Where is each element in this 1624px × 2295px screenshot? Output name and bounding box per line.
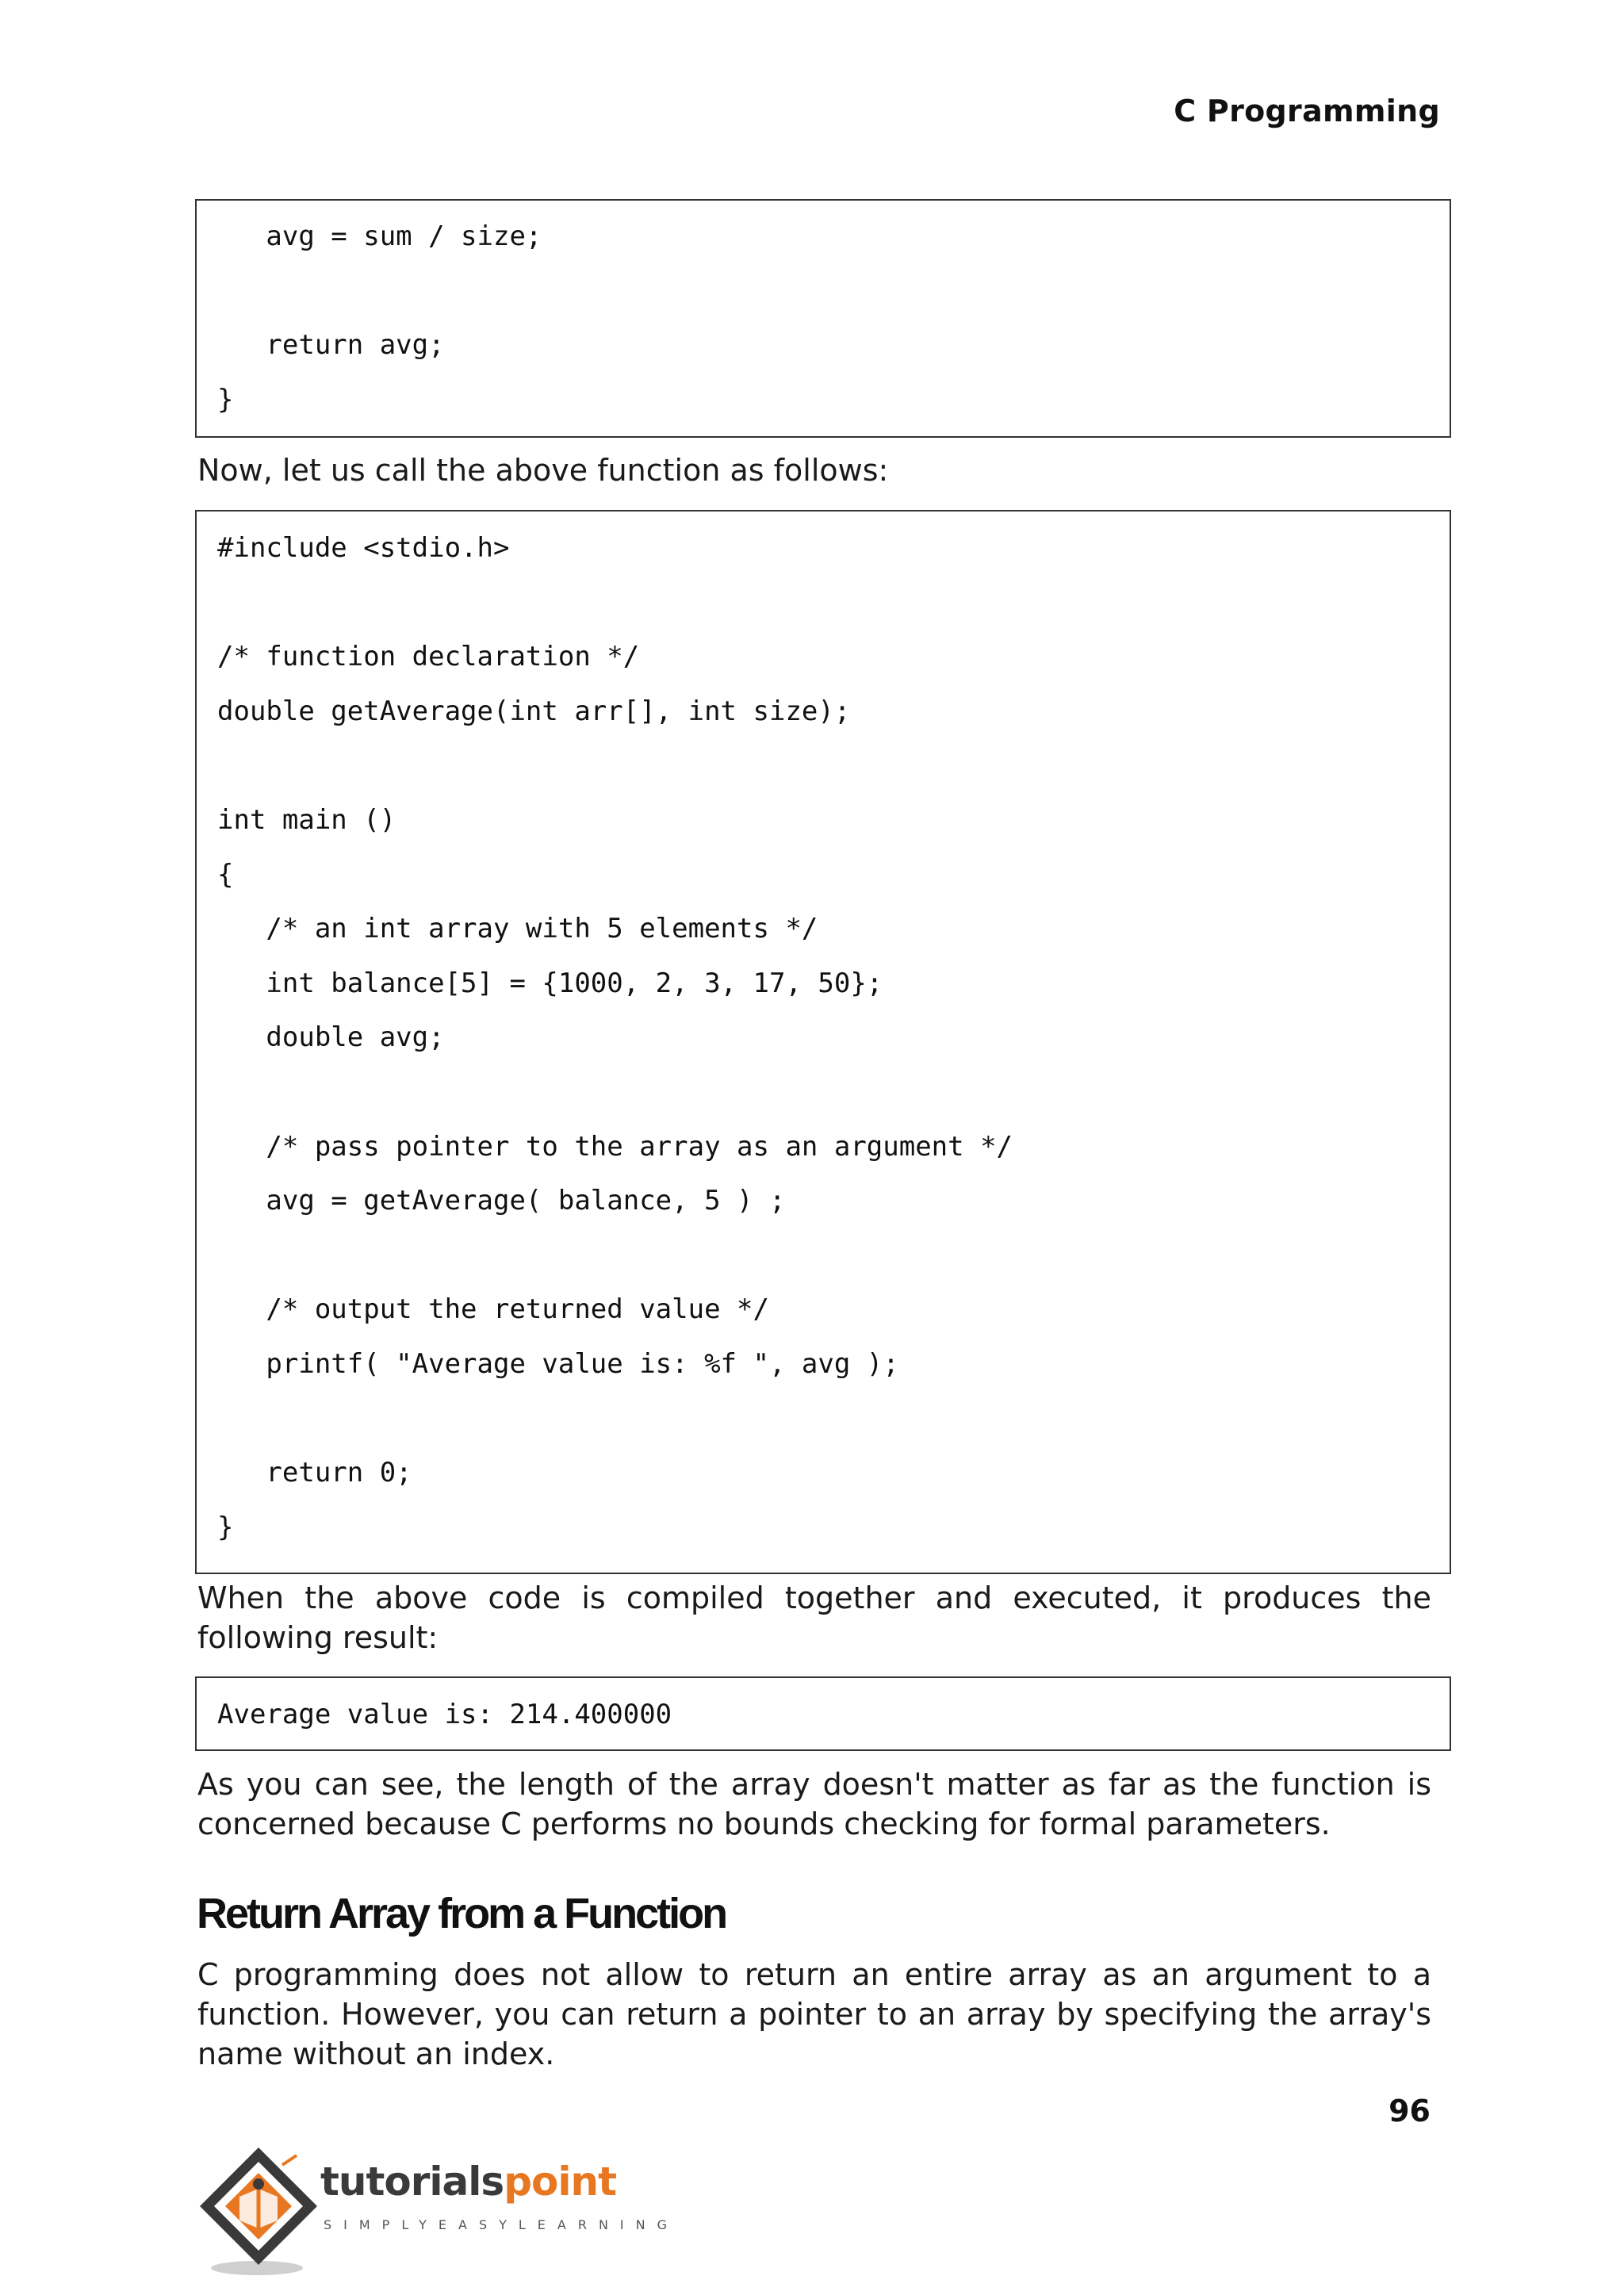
tutorialspoint-logo <box>193 2141 680 2284</box>
logo-tagline: SIMPLYEASYLEARNING <box>324 2217 680 2232</box>
code-line: int balance[5] = {1000, 2, 3, 17, 50}; <box>217 967 883 999</box>
code-line: return avg; <box>217 329 445 362</box>
code-line <box>217 1065 1450 1120</box>
code-line: Average value is: 214.400000 <box>217 1699 672 1730</box>
code-line: /* an int array with 5 elements */ <box>217 913 818 945</box>
code-line: double avg; <box>217 1021 445 1054</box>
logo-word-tutorials: tutorials <box>320 2159 504 2205</box>
code-line: /* function declaration */ <box>217 641 640 673</box>
code-block-2 <box>195 510 1451 1574</box>
code-line: avg = getAverage( balance, 5 ) ; <box>217 1185 786 1217</box>
code-line <box>217 1392 1450 1446</box>
code-line <box>217 738 1450 793</box>
code-line: /* output the returned value */ <box>217 1293 769 1326</box>
code-line: double getAverage(int arr[], int size); <box>217 695 851 727</box>
paragraph-result-intro: When the above code is compiled together and executed, it produces the following result: <box>197 1580 1431 1655</box>
logo-emblem-icon <box>193 2141 328 2284</box>
code-line: return 0; <box>217 1457 412 1489</box>
code-block-1 <box>195 199 1451 438</box>
code-line: #include <stdio.h> <box>217 532 510 564</box>
paragraph-return-array: C programming does not allow to return an entire array as an argument to a function. However, you can return a pointer to an array by specifying the array's name without an index. <box>197 1957 1431 2071</box>
section-heading: Return Array from a Function <box>197 1890 726 1937</box>
running-header: C Programming <box>1174 94 1440 128</box>
code-line: printf( "Average value is: %f ", avg ); <box>217 1347 899 1380</box>
logo-word-point: point <box>504 2159 616 2205</box>
code-line: /* pass pointer to the array as an argument */ <box>217 1130 1013 1163</box>
code-line <box>217 576 1450 630</box>
output-block <box>195 1676 1451 1751</box>
code-line: } <box>217 1511 234 1543</box>
paragraph-bounds-note: As you can see, the length of the array doesn't matter as far as the function is concerned because C performs no bounds checking for formal parameters. <box>197 1767 1431 1841</box>
code-line: int main () <box>217 803 396 836</box>
code-line <box>217 264 1450 319</box>
code-line: } <box>217 383 234 416</box>
code-line: avg = sum / size; <box>217 220 542 252</box>
paragraph-intro: Now, let us call the above function as follows: <box>197 453 889 488</box>
code-line <box>217 1228 1450 1283</box>
page-number: 96 <box>1388 2094 1431 2128</box>
logo-wordmark <box>320 2159 616 2205</box>
code-line: { <box>217 858 234 891</box>
